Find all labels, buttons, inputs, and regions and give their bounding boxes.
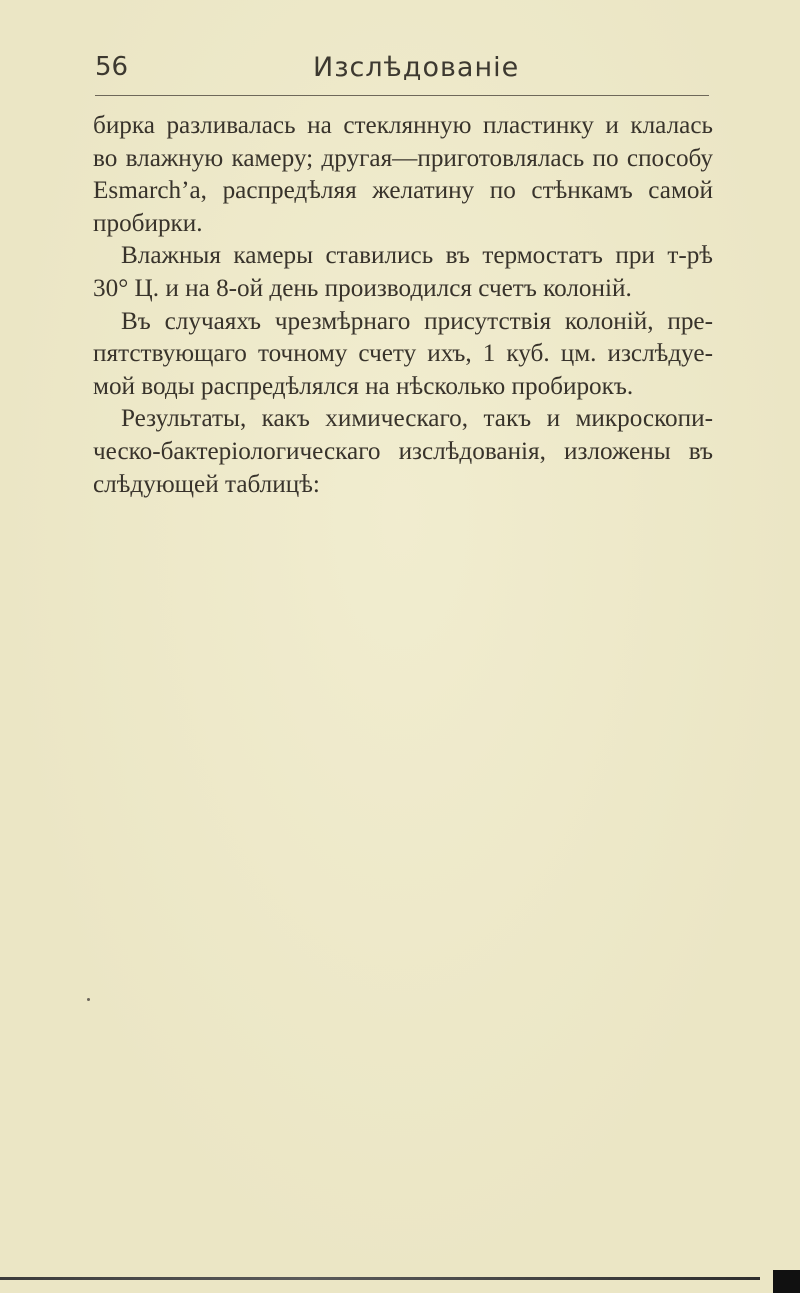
text-line: пробирки. xyxy=(93,209,203,237)
body-text xyxy=(93,110,713,501)
text-line: Результаты, какъ химическаго, такъ и микроскопи- xyxy=(121,405,713,433)
text-line: мой воды распредѣлялся на нѣсколько пробирокъ. xyxy=(93,372,634,400)
page-number: 56 xyxy=(95,52,129,82)
text-line: Влажныя камеры ставились въ термостатъ при т-рѣ xyxy=(121,242,713,270)
paper-speck xyxy=(87,998,90,1001)
scan-edge-line xyxy=(0,1277,760,1280)
text-line: Въ случаяхъ чрезмѣрнаго присутствія колоній, пре- xyxy=(121,307,713,335)
text-line: пятствующаго точному счету ихъ, 1 куб. цм. изслѣдуе- xyxy=(93,340,713,368)
paragraph-4 xyxy=(93,403,713,501)
text-line: 30° Ц. и на 8-ой день производился счетъ колоній. xyxy=(93,274,632,302)
text-line: бирка разливалась на стеклянную пластинку и клалась xyxy=(93,112,713,139)
text-line: ческо-бактеріологическаго изслѣдованія, изложены въ xyxy=(93,437,713,465)
text-line: Esmarch’a, распредѣляя желатину по стѣнкамъ самой xyxy=(93,177,713,205)
paragraph-1 xyxy=(93,110,713,240)
header-rule xyxy=(95,95,709,96)
text-line: слѣдующей таблицѣ: xyxy=(93,470,320,498)
paragraph-3 xyxy=(93,306,713,404)
page-header xyxy=(95,52,715,96)
paragraph-2 xyxy=(93,240,713,305)
scan-corner-mark xyxy=(773,1270,800,1293)
running-head: Изслѣдованіе xyxy=(313,52,520,83)
text-line: во влажную камеру; другая—приготовлялась по способу xyxy=(93,144,713,172)
